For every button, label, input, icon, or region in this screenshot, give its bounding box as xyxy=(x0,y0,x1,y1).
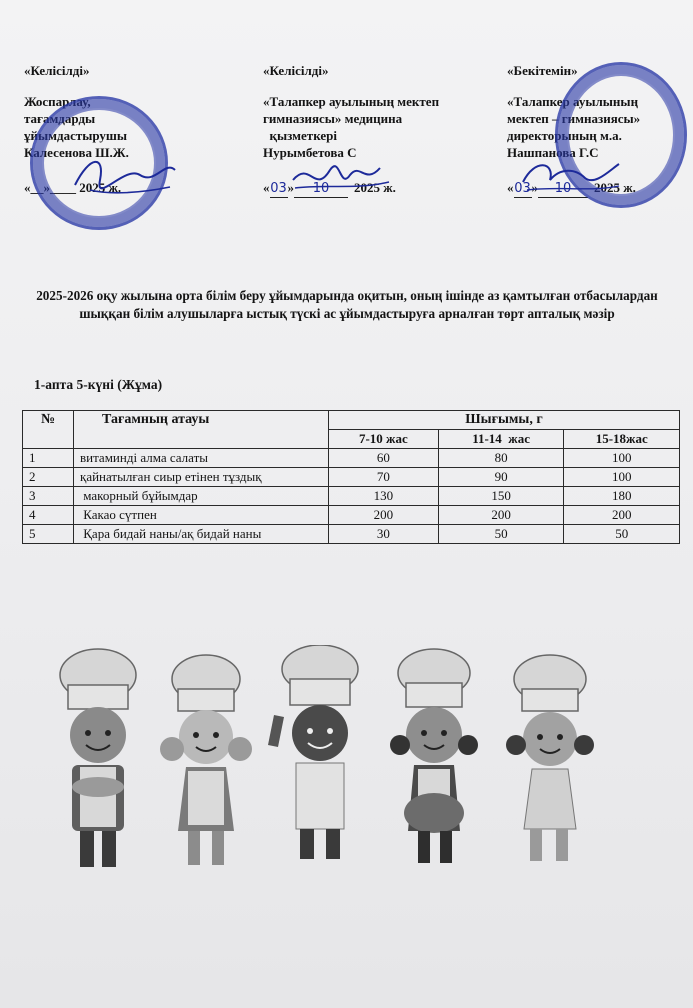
row-number: 4 xyxy=(23,506,74,525)
row-number: 2 xyxy=(23,468,74,487)
approval-line: қызметкері xyxy=(263,128,337,143)
yield-15-18: 200 xyxy=(564,506,680,525)
approval-line: «Талапкер ауылының мектеп xyxy=(263,94,440,109)
yield-15-18: 50 xyxy=(564,525,680,544)
yield-7-10: 70 xyxy=(329,468,439,487)
approval-line: директорының м.а. xyxy=(507,128,622,143)
yield-15-18: 100 xyxy=(564,468,680,487)
approval-block-director xyxy=(507,62,677,198)
age-group-header: 15-18жас xyxy=(564,430,680,449)
approval-line: «Талапкер ауылының xyxy=(507,94,639,109)
date-month: 10 xyxy=(538,180,588,198)
column-header-number: № xyxy=(23,411,74,449)
week-day-label: 1-апта 5-күні (Жұма) xyxy=(34,377,163,392)
yield-7-10: 60 xyxy=(329,449,439,468)
kid-chefs-illustration xyxy=(38,645,638,885)
yield-11-14: 50 xyxy=(438,525,564,544)
table-row xyxy=(23,449,680,468)
dish-name: макорный бұйымдар xyxy=(74,487,329,506)
yield-7-10: 130 xyxy=(329,487,439,506)
yield-11-14: 150 xyxy=(438,487,564,506)
approval-heading: «Келісілді» xyxy=(263,63,329,78)
approval-line: мектеп – гимназиясы» xyxy=(507,111,641,126)
date-month: 10 xyxy=(294,180,348,198)
approval-date: « 03 » 10 2025 ж. xyxy=(507,180,636,196)
yield-11-14: 90 xyxy=(438,468,564,487)
date-day: 03 xyxy=(514,181,531,196)
date-year: 2025 ж. xyxy=(354,180,396,195)
dish-name: Какао сүтпен xyxy=(74,506,329,525)
column-header-yield: Шығымы, г xyxy=(329,411,680,430)
approval-line: тағамдарды xyxy=(24,111,96,126)
row-number: 5 xyxy=(23,525,74,544)
kid-chef-3 xyxy=(268,645,358,859)
dish-name: Қара бидай наны/ақ бидай наны xyxy=(74,525,329,544)
approval-line: гимназиясы» медицина xyxy=(263,111,403,126)
yield-11-14: 80 xyxy=(438,449,564,468)
date-day: 03 xyxy=(270,181,287,196)
approval-line: Жоспарлау, xyxy=(24,94,91,109)
kid-chef-1 xyxy=(60,649,136,867)
approval-block-medic xyxy=(263,62,478,198)
dish-name: витаминді алма салаты xyxy=(74,449,329,468)
row-number: 3 xyxy=(23,487,74,506)
table-header-row xyxy=(23,411,680,430)
table-row xyxy=(23,506,680,525)
table-row xyxy=(23,525,680,544)
date-year: 2025 ж. xyxy=(594,180,636,195)
approval-date: «__»____ 2025 ж. xyxy=(24,180,122,195)
approval-signer-name: Калесенова Ш.Ж. xyxy=(24,145,129,160)
approval-line: ұйымдастырушы xyxy=(24,128,128,143)
kid-chef-5 xyxy=(506,655,594,861)
menu-title: 2025-2026 оқу жылына орта білім беру ұйымдарында оқитын, оның ішінде аз қамтылған отбасылардан шыққан білім алушыларға ыстық түскі ас ұйымдастыруға арналған төрт апталық мәзір xyxy=(36,288,658,321)
dish-name: қайнатылған сиыр етінен тұздық xyxy=(74,468,329,487)
yield-11-14: 200 xyxy=(438,506,564,525)
approval-heading: «Бекітемін» xyxy=(507,63,578,78)
row-number: 1 xyxy=(23,449,74,468)
kid-chef-2 xyxy=(160,655,252,865)
approval-signer-name: Нурымбетова С xyxy=(263,145,357,160)
kid-chef-4 xyxy=(390,649,478,863)
yield-15-18: 100 xyxy=(564,449,680,468)
approval-date: « 03 » 10 2025 ж. xyxy=(263,180,396,196)
menu-table xyxy=(22,410,680,544)
table-row xyxy=(23,487,680,506)
yield-15-18: 180 xyxy=(564,487,680,506)
approval-signer-name: Нашпанова Г.С xyxy=(507,145,599,160)
age-group-header: 11-14 жас xyxy=(438,430,564,449)
approval-block-planner xyxy=(24,62,229,196)
column-header-dish: Тағамның атауы xyxy=(74,411,329,449)
approval-heading: «Келісілді» xyxy=(24,63,90,78)
age-group-header: 7-10 жас xyxy=(329,430,439,449)
table-row xyxy=(23,468,680,487)
yield-7-10: 30 xyxy=(329,525,439,544)
yield-7-10: 200 xyxy=(329,506,439,525)
